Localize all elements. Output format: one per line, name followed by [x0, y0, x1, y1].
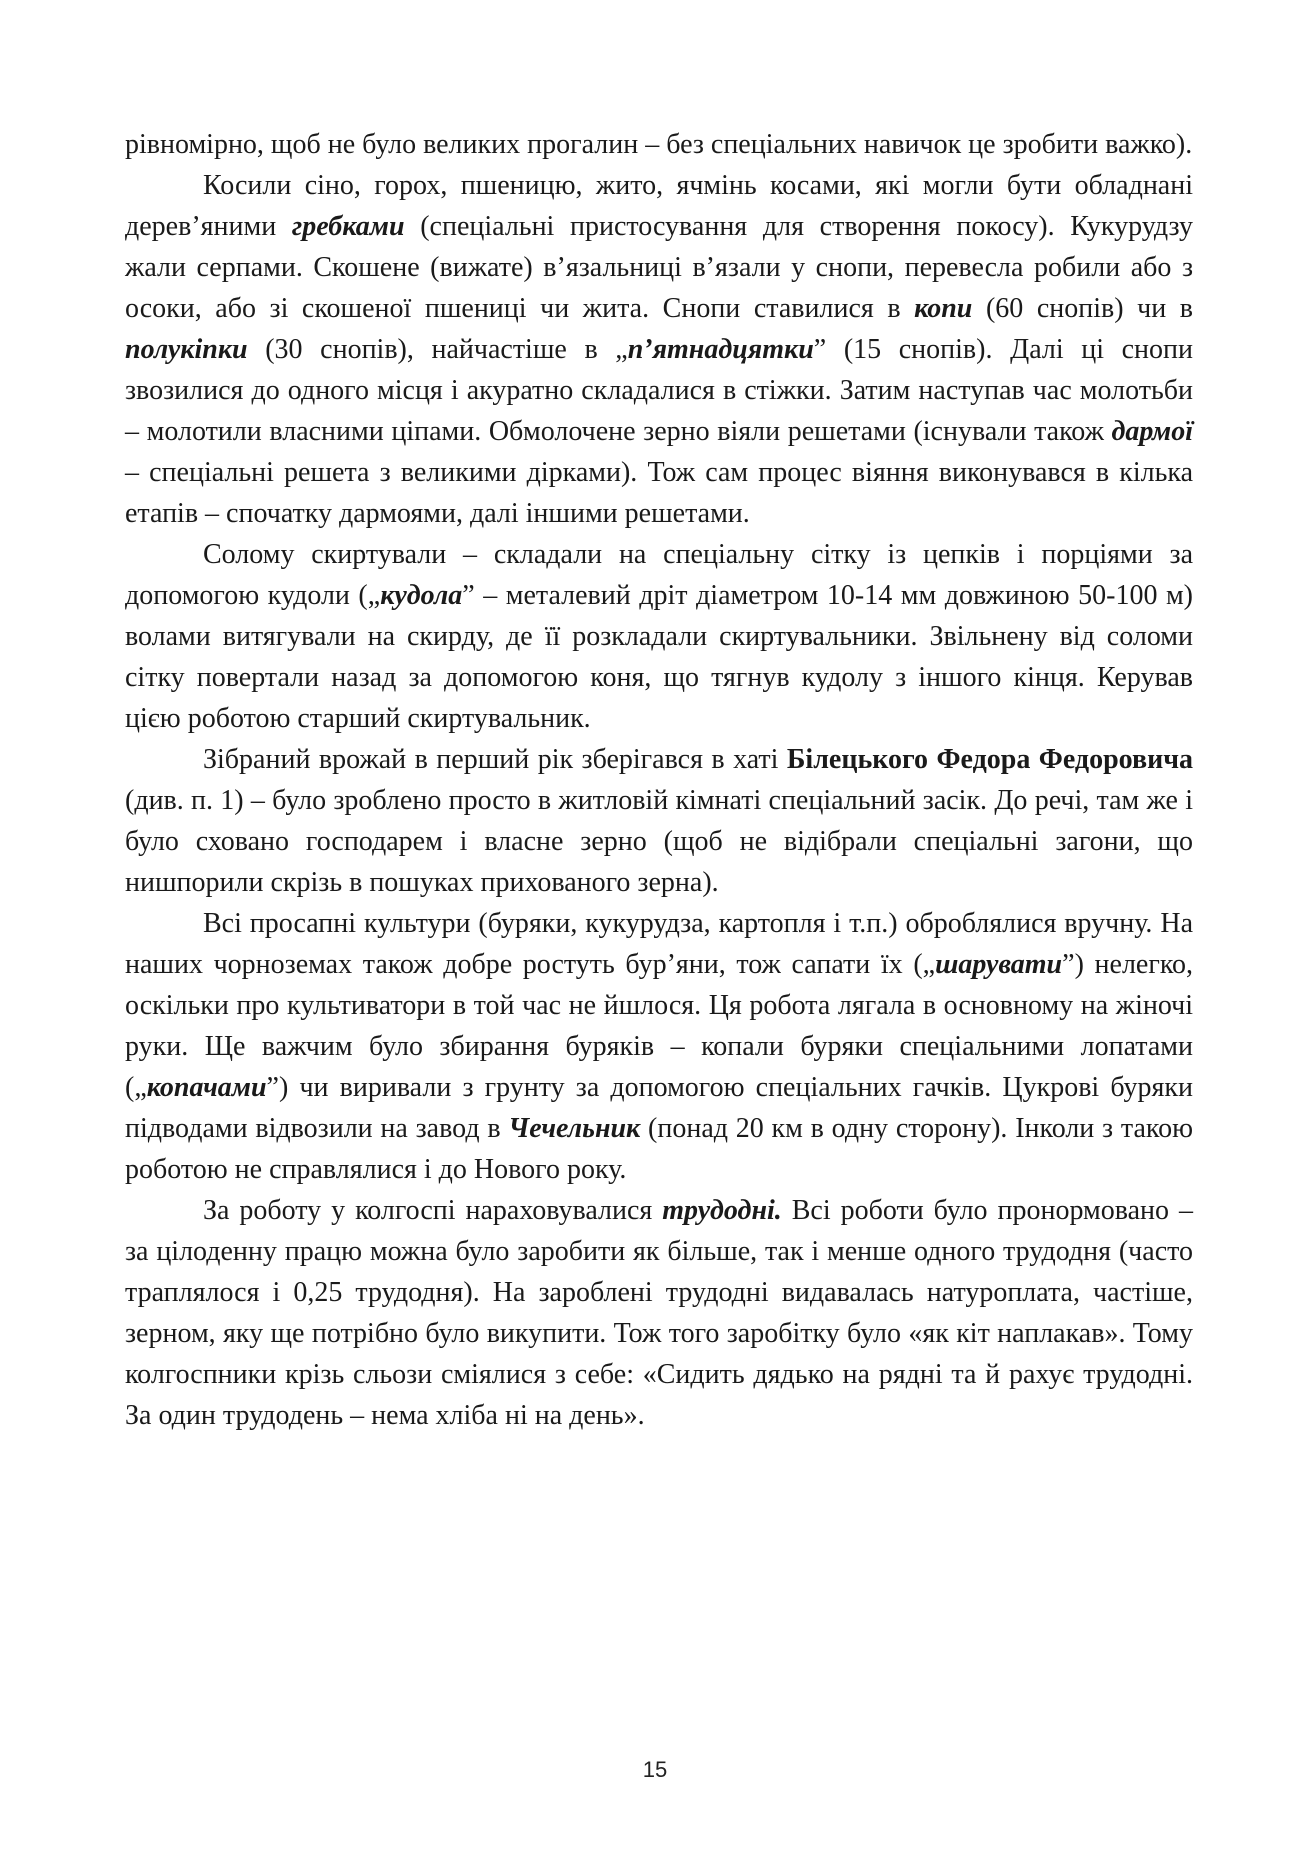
paragraph	[125, 534, 1193, 739]
emphasized-term: копи	[914, 293, 973, 324]
emphasized-term: Чечельник	[508, 1113, 641, 1144]
emphasized-term: копачами	[146, 1072, 267, 1103]
paragraph	[125, 739, 1193, 903]
emphasized-term: кудола	[380, 580, 463, 611]
emphasized-term: трудодні.	[662, 1195, 782, 1226]
text-run: – спеціальні решета з великими дірками). Тож сам процес віяння виконувався в кілька етапів – спочатку дармоями, далі іншими решетами.	[125, 457, 1193, 529]
emphasized-term: п’ятнадцятки	[627, 334, 814, 365]
person-name: Білецького Федора Федоровича	[786, 744, 1194, 775]
text-run: ”) чи виривали з грунту за допомогою спеціальних гачків. Цукрові буряки підводами відвозили на завод в	[125, 1072, 1193, 1144]
text-run: Всі роботи було пронормовано – за цілоденну працю можна було заробити як більше, так і менше одного трудодня (часто траплялося і 0,25 трудодня). На зароблені трудодні видавалась натуроплата, частіше, зерном, яку ще потрібно було викупити. Тож того заробітку було «як кіт наплакав». Тому колгоспники крізь сльози сміялися з себе: «Сидить дядько на рядні та й рахує трудодні. За один трудодень – нема хліба ні на день».	[125, 1195, 1193, 1431]
text-run: ” – металевий дріт діаметром 10-14 мм довжиною 50-100 м) волами витягували на скирду, де її розкладали скиртувальники. Звільнену від соломи сітку повертали назад за допомогою коня, що тягнув кудолу з іншого кінця. Керував цією роботою старший скиртувальник.	[125, 580, 1193, 734]
text-run: (60 снопів) чи в	[972, 293, 1193, 324]
text-run: Солому скиртували – складали на спеціальну сітку із цепків і порціями за допомогою кудоли („	[125, 539, 1193, 611]
text-run: За роботу у колгоспі нараховувалися	[203, 1195, 663, 1226]
text-run: (понад 20 км в одну сторону). Інколи з такою роботою не справлялися і до Нового року.	[125, 1113, 1193, 1185]
page-number: 15	[642, 1757, 668, 1782]
text-run: Косили сіно, горох, пшеницю, жито, ячмінь косами, які могли бути обладнані дерев’яними	[125, 170, 1193, 242]
text-run: (спеціальні пристосування для створення покосу). Кукурудзу жали серпами. Скошене (вижате) в’язальниці в’язали у снопи, перевесла робили або з осоки, або зі скошеної пшениці чи жита. Снопи ставилися в	[125, 211, 1193, 324]
text-run: рівномірно, щоб не було великих прогалин – без спеціальних навичок це зробити важко).	[125, 129, 1193, 160]
emphasized-term: шарувати	[935, 949, 1063, 980]
text-run: (30 снопів), найчастіше в „	[247, 334, 628, 365]
emphasized-term: гребками	[291, 211, 405, 242]
emphasized-term: дармої	[1111, 416, 1193, 447]
text-run: (див. п. 1) – було зроблено просто в житловій кімнаті спеціальний засік. До речі, там же і було сховано господарем і власне зерно (щоб не відібрали спеціальні загони, що нишпорили скрізь в пошуках прихованого зерна).	[125, 785, 1193, 898]
page-body	[125, 124, 1193, 1436]
text-run: ” (15 снопів). Далі ці снопи звозилися до одного місця і акуратно складалися в стіжки. Затим наступав час молотьби – молотили власними ціпами. Обмолочене зерно віяли решетами (існували також	[125, 334, 1193, 447]
paragraph	[125, 124, 1193, 165]
emphasized-term: полукіпки	[125, 334, 248, 365]
paragraph	[125, 1190, 1193, 1436]
text-run: Зібраний врожай в перший рік зберігався в хаті	[203, 744, 787, 775]
text-run: Всі просапні культури (буряки, кукурудза, картопля і т.п.) оброблялися вручну. На наших чорноземах також добре ростуть бур’яни, тож сапати їх („	[125, 908, 1193, 980]
paragraph	[125, 903, 1193, 1190]
paragraph	[125, 165, 1193, 534]
text-run: ”) нелегко, оскільки про культиватори в той час не йшлося. Ця робота лягала в основному на жіночі руки. Ще важчим було збирання буряків – копали буряки спеціальними лопатами („	[125, 949, 1194, 1103]
